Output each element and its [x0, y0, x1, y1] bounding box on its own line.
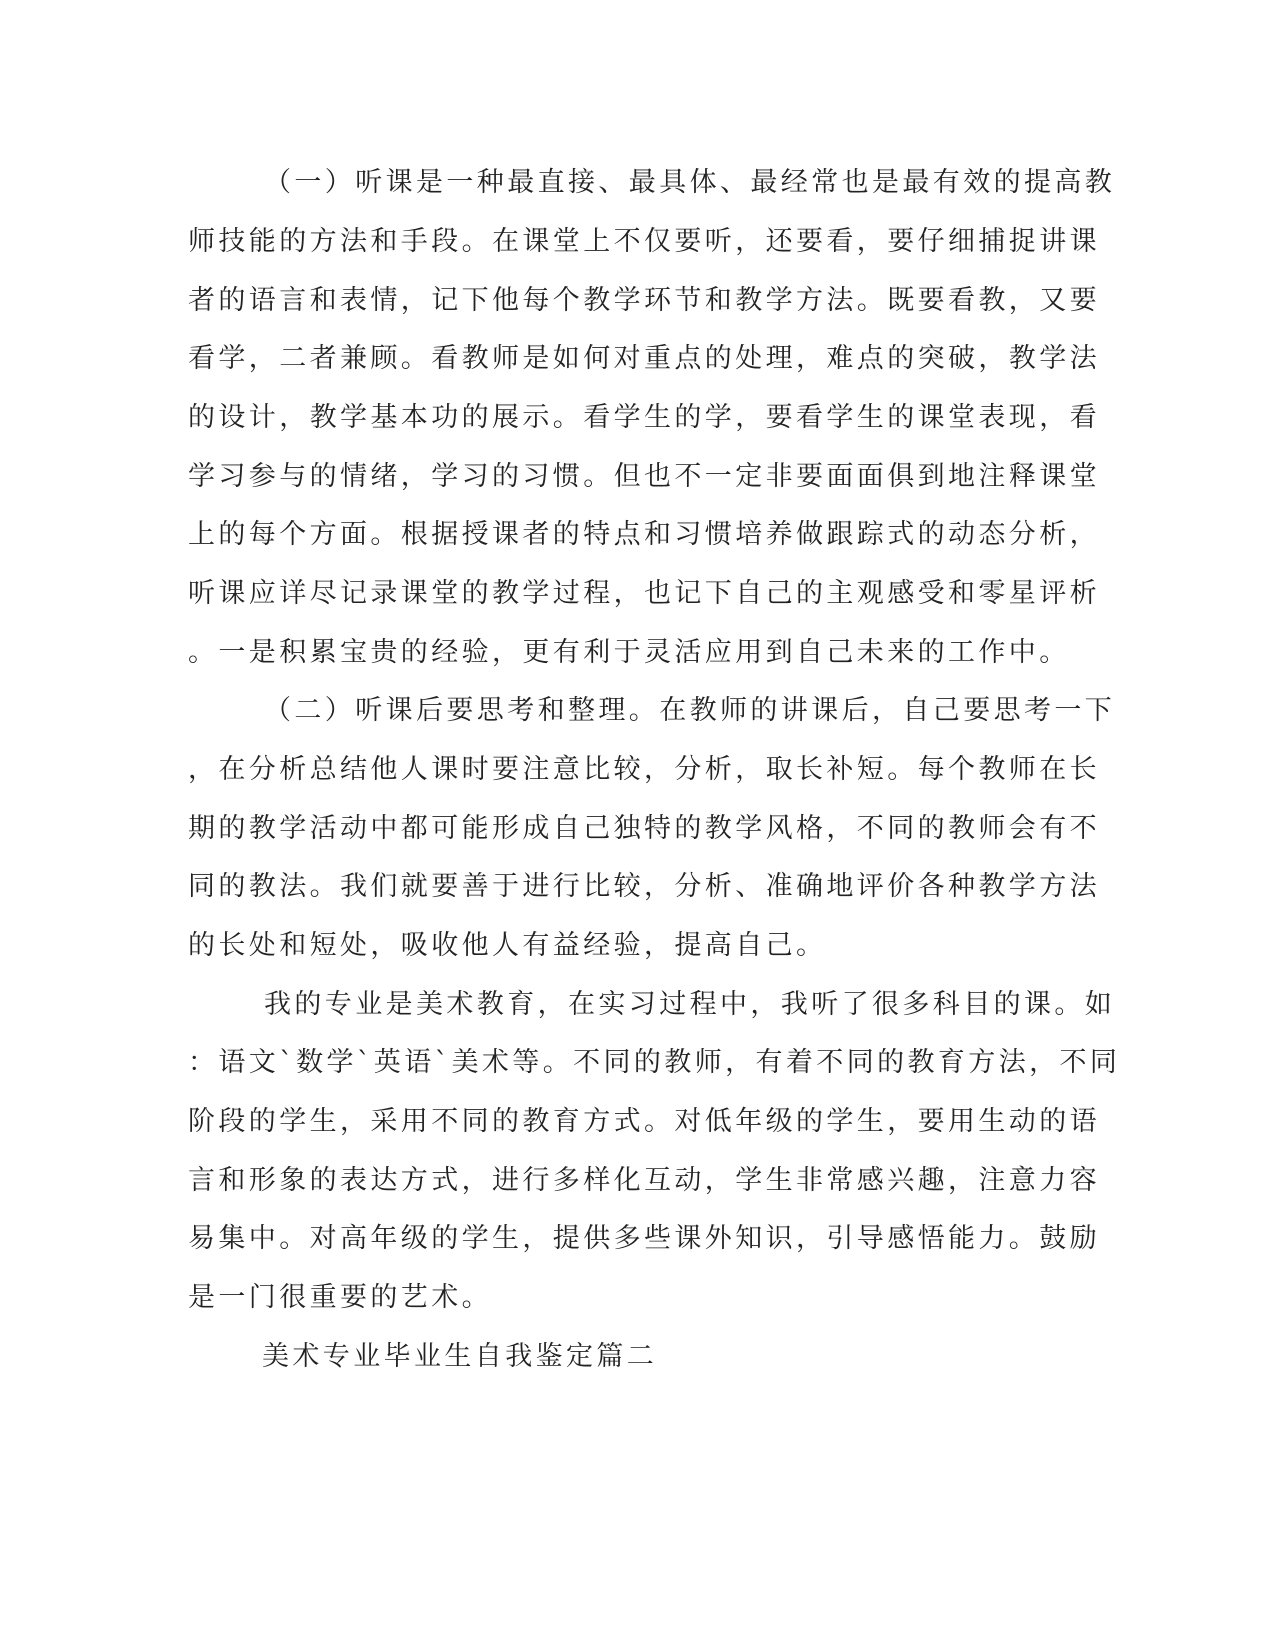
paragraph-1-line-8: 听课应详尽记录课堂的教学过程，也记下自己的主观感受和零星评析: [188, 578, 1100, 609]
section-heading: 美术专业毕业生自我鉴定篇二: [262, 1341, 658, 1372]
paragraph-1-line-2: 师技能的方法和手段。在课堂上不仅要听，还要看，要仔细捕捉讲课: [188, 226, 1100, 257]
paragraph-3-line-6: 是一门很重要的艺术。: [188, 1282, 492, 1313]
paragraph-3-line-4: 言和形象的表达方式，进行多样化互动，学生非常感兴趣，注意力容: [188, 1165, 1100, 1196]
paragraph-2-line-2: ，在分析总结他人课时要注意比较，分析，取长补短。每个教师在长: [188, 754, 1100, 785]
paragraph-1-line-4: 看学，二者兼顾。看教师是如何对重点的处理，难点的突破，教学法: [188, 343, 1100, 374]
paragraph-3-line-2: ：语文`数学`英语`美术等。不同的教师，有着不同的教育方法，不同: [188, 1047, 1121, 1078]
paragraph-1-line-6: 学习参与的情绪，学习的习惯。但也不一定非要面面俱到地注释课堂: [188, 461, 1100, 492]
paragraph-2-line-4: 同的教法。我们就要善于进行比较，分析、准确地评价各种教学方法: [188, 871, 1100, 902]
paragraph-2-line-1: （二）听课后要思考和整理。在教师的讲课后，自己要思考一下: [264, 695, 1116, 726]
paragraph-1-line-7: 上的每个方面。根据授课者的特点和习惯培养做跟踪式的动态分析，: [188, 519, 1100, 550]
paragraph-1-line-1: （一）听课是一种最直接、最具体、最经常也是最有效的提高教: [264, 167, 1116, 198]
paragraph-3-line-5: 易集中。对高年级的学生，提供多些课外知识，引导感悟能力。鼓励: [188, 1223, 1100, 1254]
paragraph-2-line-3: 期的教学活动中都可能形成自己独特的教学风格，不同的教师会有不: [188, 813, 1100, 844]
paragraph-1-line-3: 者的语言和表情，记下他每个教学环节和教学方法。既要看教，又要: [188, 285, 1100, 316]
paragraph-3-line-3: 阶段的学生，采用不同的教育方式。对低年级的学生，要用生动的语: [188, 1106, 1100, 1137]
paragraph-3-line-1: 我的专业是美术教育，在实习过程中，我听了很多科目的课。如: [264, 989, 1116, 1020]
paragraph-1-line-5: 的设计，教学基本功的展示。看学生的学，要看学生的课堂表现，看: [188, 402, 1100, 433]
paragraph-2-line-5: 的长处和短处，吸收他人有益经验，提高自己。: [188, 930, 827, 961]
paragraph-1-line-9: 。一是积累宝贵的经验，更有利于灵活应用到自己未来的工作中。: [188, 637, 1070, 668]
